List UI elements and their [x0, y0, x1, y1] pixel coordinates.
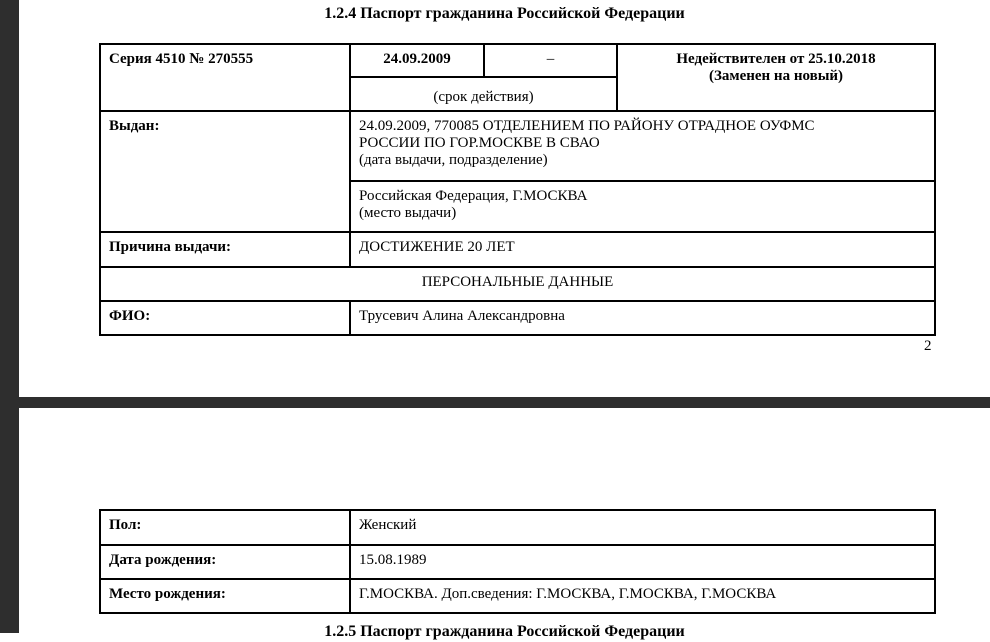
issue-place-value: Российская Федерация, Г.МОСКВА — [359, 188, 588, 204]
passport-table — [99, 43, 936, 336]
reason-label: Причина выдачи: — [100, 232, 350, 267]
section-title: 1.2.4 Паспорт гражданина Российской Федерации — [324, 5, 685, 22]
passport-status-line2: (Заменен на новый) — [708, 68, 844, 84]
validity-caption: (срок действия) — [350, 77, 617, 111]
issued-label: Выдан: — [100, 111, 350, 232]
issue-place — [350, 181, 935, 232]
fio-value: Трусевич Алина Александровна — [350, 301, 935, 335]
birth-date-value: 15.08.1989 — [350, 545, 935, 579]
issued-by — [350, 111, 935, 181]
birth-date-label: Дата рождения: — [100, 545, 350, 579]
gender-value: Женский — [350, 510, 935, 545]
viewer-left-strip — [0, 0, 19, 633]
passport-status-line1: Недействителен от 25.10.2018 — [676, 51, 876, 67]
birth-place-label: Место рождения: — [100, 579, 350, 613]
personal-data-header: ПЕРСОНАЛЬНЫЕ ДАННЫЕ — [100, 267, 935, 301]
personal-data-table — [99, 509, 936, 614]
issued-by-line2: РОССИИ ПО ГОР.МОСКВЕ В СВАО — [359, 135, 600, 151]
issued-by-line1: 24.09.2009, 770085 ОТДЕЛЕНИЕМ ПО РАЙОНУ ОТРАДНОЕ ОУФМС — [359, 118, 815, 134]
passport-series-number: Серия 4510 № 270555 — [100, 44, 350, 111]
passport-valid-until: – — [484, 44, 617, 77]
gender-label: Пол: — [100, 510, 350, 545]
reason-value: ДОСТИЖЕНИЕ 20 ЛЕТ — [350, 232, 935, 267]
issue-place-caption: (место выдачи) — [359, 205, 457, 221]
fio-label: ФИО: — [100, 301, 350, 335]
issued-by-caption: (дата выдачи, подразделение) — [359, 152, 548, 168]
passport-status — [617, 44, 935, 111]
birth-place-value: Г.МОСКВА. Доп.сведения: Г.МОСКВА, Г.МОСКВА, Г.МОСКВА — [350, 579, 935, 613]
next-section-title: 1.2.5 Паспорт гражданина Российской Федерации — [324, 623, 685, 640]
page-number: 2 — [924, 338, 932, 354]
passport-issue-date: 24.09.2009 — [350, 44, 484, 77]
page-gap — [0, 397, 990, 408]
